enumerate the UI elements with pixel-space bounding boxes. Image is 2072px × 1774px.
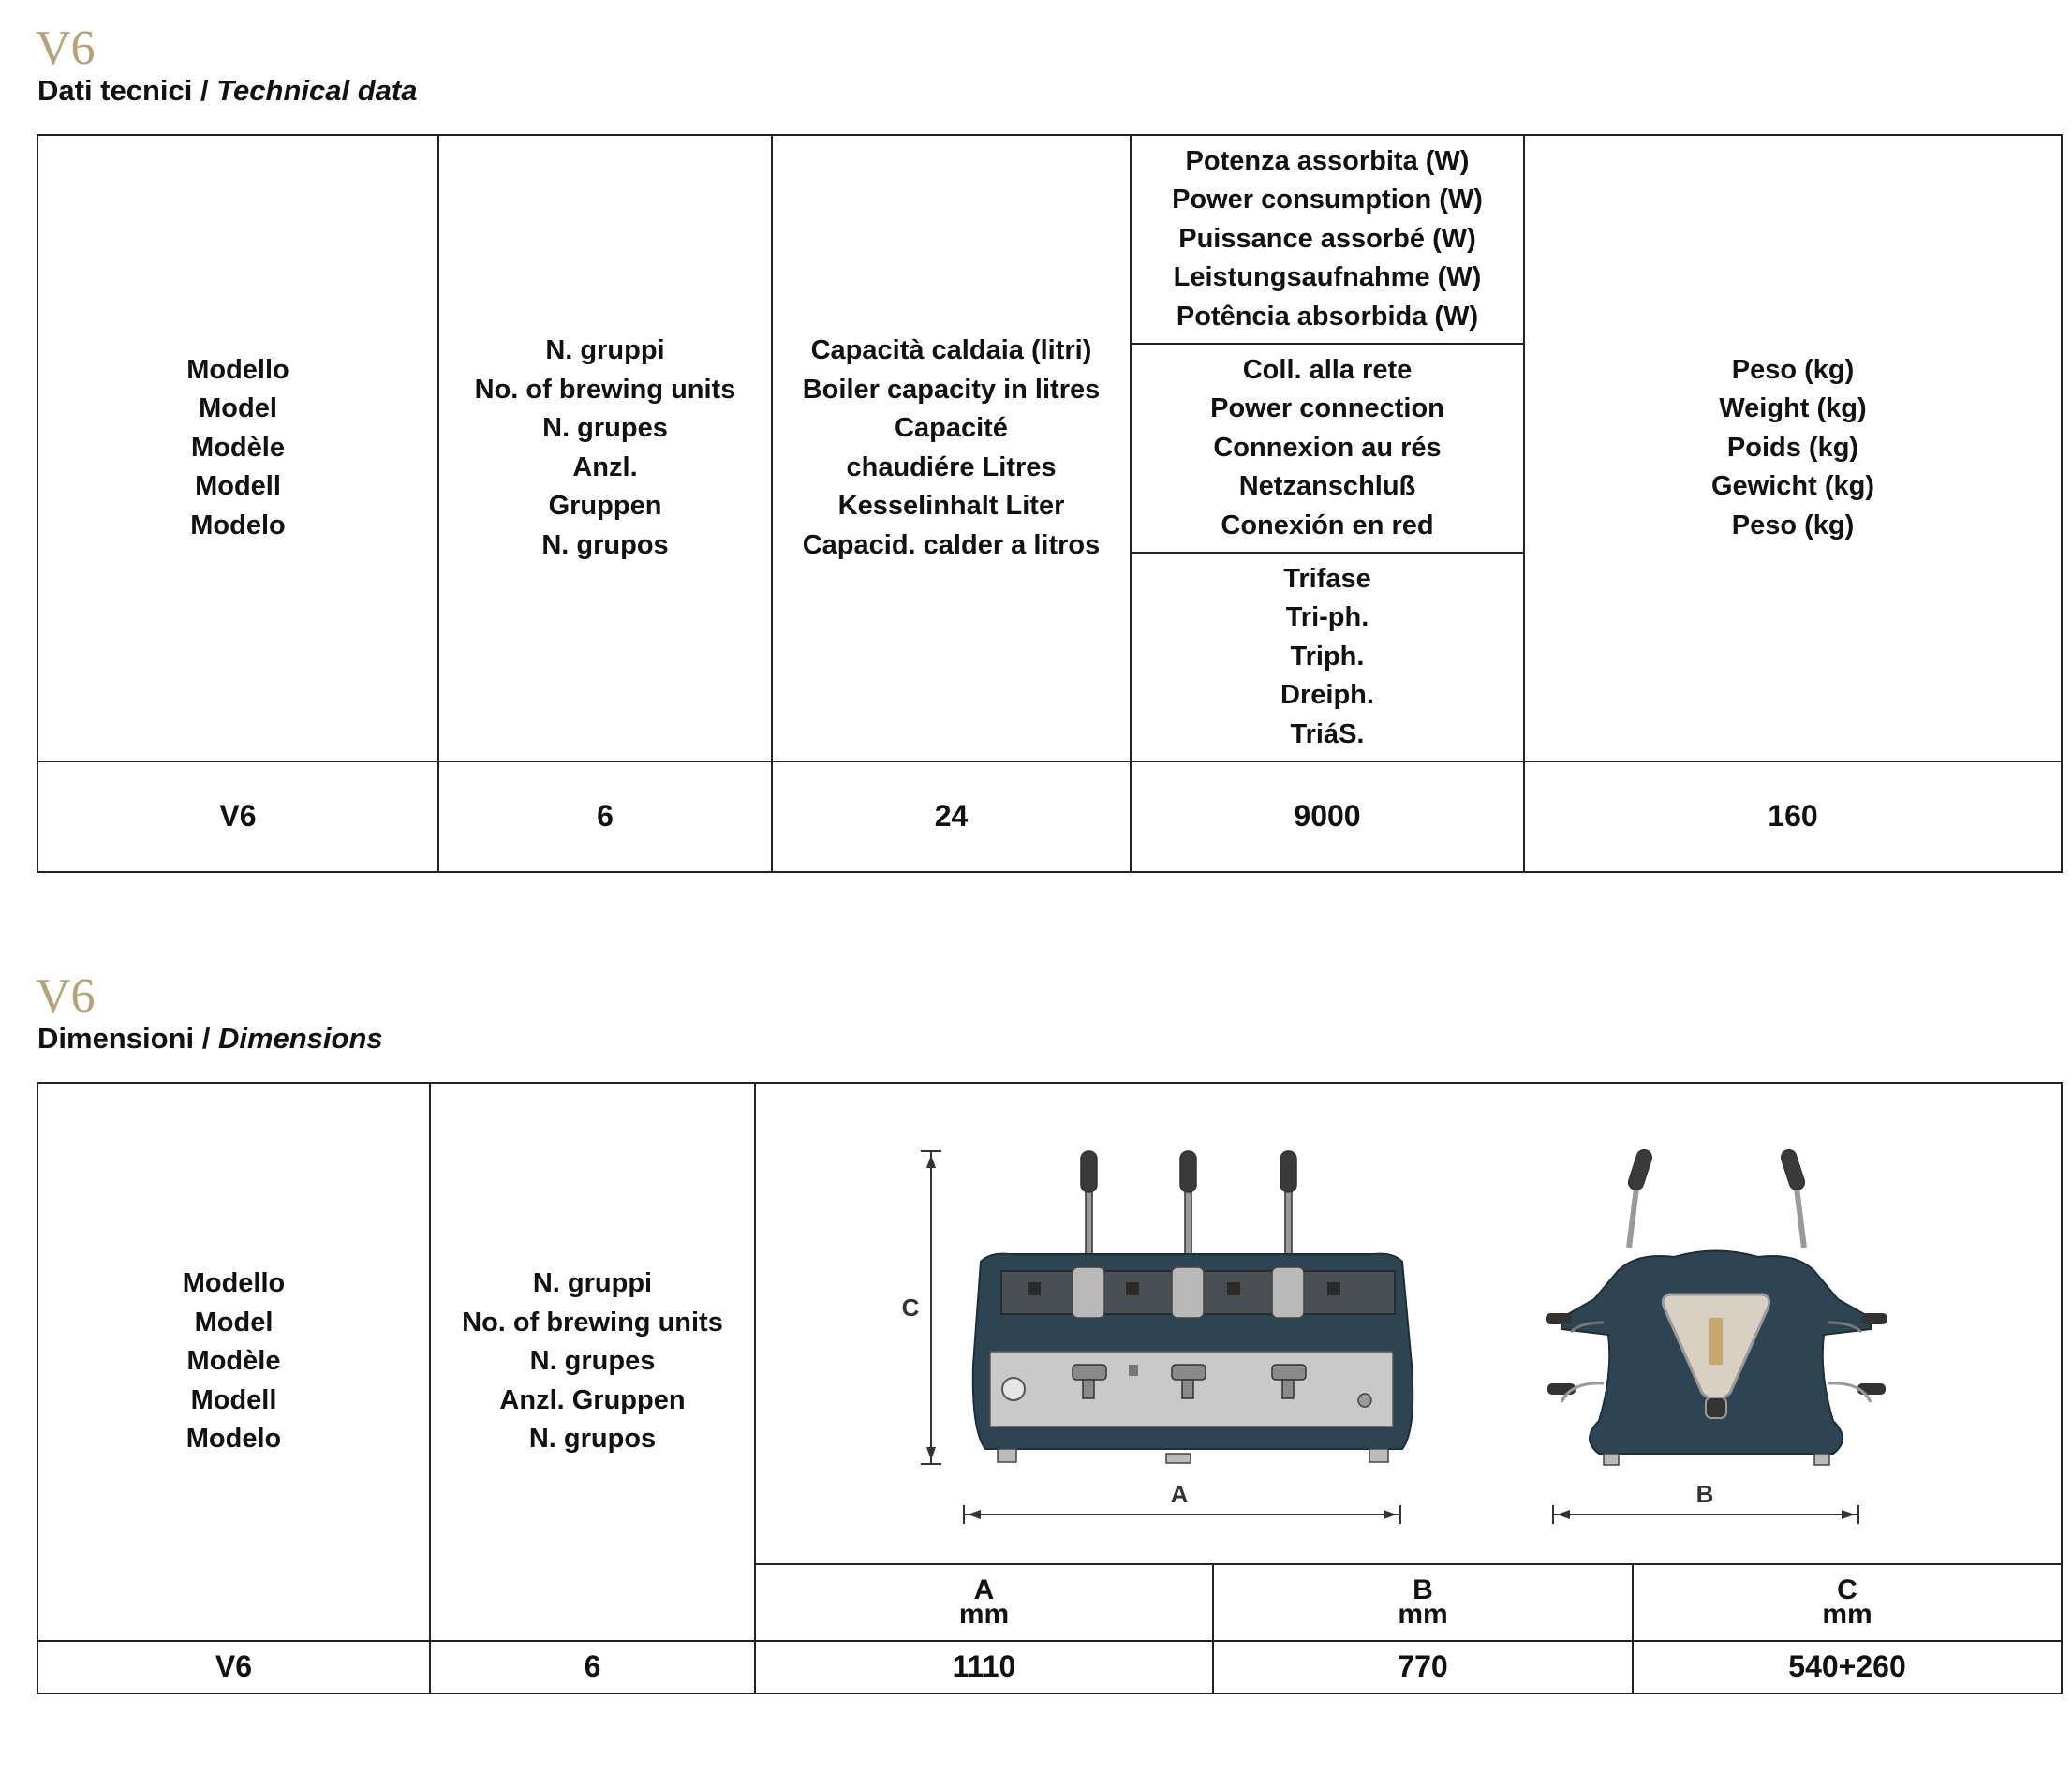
table-row (37, 1641, 2062, 1693)
dimensions-section-title: V6 (36, 969, 96, 1023)
cell-weight: 160 (1524, 761, 2062, 872)
dimensions-subtitle-en: Dimensions (217, 1022, 383, 1055)
header-phase: Trifase Tri-ph. Triph. Dreiph. TriáS. (1131, 553, 1524, 761)
machine-front-view (973, 1151, 1413, 1463)
machine-side-view (1546, 1148, 1887, 1465)
table-row (37, 761, 2062, 872)
dim-cell-b: 770 (1213, 1641, 1633, 1693)
label-c: C (901, 1294, 920, 1322)
technical-subtitle (37, 75, 417, 107)
technical-data-table (37, 134, 2063, 873)
dim-header-b: B mm (1213, 1564, 1633, 1641)
machine-figure-cell (755, 1083, 2062, 1564)
dimensions-table (37, 1082, 2063, 1694)
dimension-c (921, 1151, 941, 1464)
technical-subtitle-it: Dati tecnici (37, 74, 193, 107)
cell-power: 9000 (1131, 761, 1524, 872)
dim-cell-groups: 6 (430, 1641, 755, 1693)
dimensions-subtitle (37, 1023, 383, 1055)
subtitle-separator: / (194, 1022, 218, 1055)
dim-header-a: A mm (755, 1564, 1213, 1641)
technical-section-title: V6 (36, 22, 96, 75)
header-boiler: Capacità caldaia (litri) Boiler capacity in litres Capacité chaudiére Litres Kesselinhalt Liter Capacid. calder a litros (772, 135, 1131, 761)
dimension-b (1553, 1505, 1858, 1524)
dim-cell-a: 1110 (755, 1641, 1213, 1693)
header-connection: Coll. alla rete Power connection Connexion au rés Netzanschluß Conexión en red (1131, 344, 1524, 553)
header-weight: Peso (kg) Weight (kg) Poids (kg) Gewicht (kg) Peso (kg) (1524, 135, 2062, 761)
cell-boiler: 24 (772, 761, 1131, 872)
label-b: B (1695, 1480, 1714, 1508)
dimensions-subtitle-it: Dimensioni (37, 1022, 195, 1055)
header-power: Potenza assorbita (W) Power consumption (W) Puissance assorbé (W) Leistungsaufnahme (W) Potência absorbida (W) (1131, 135, 1524, 344)
header-groups: N. gruppi No. of brewing units N. grupes Anzl. Gruppen N. grupos (438, 135, 772, 761)
subtitle-separator: / (192, 74, 217, 107)
machine-dimensions-drawing (756, 1084, 2062, 1563)
label-a: A (1170, 1480, 1189, 1508)
dim-header-model: Modello Model Modèle Modell Modelo (37, 1083, 430, 1641)
dim-cell-c: 540+260 (1633, 1641, 2062, 1693)
dim-header-c: C mm (1633, 1564, 2062, 1641)
dimension-a (964, 1505, 1400, 1524)
dim-header-groups: N. gruppi No. of brewing units N. grupes Anzl. Gruppen N. grupos (430, 1083, 755, 1641)
dim-cell-model: V6 (37, 1641, 430, 1693)
cell-model: V6 (37, 761, 438, 872)
cell-groups: 6 (438, 761, 772, 872)
technical-subtitle-en: Technical data (216, 74, 418, 107)
header-model: Modello Model Modèle Modell Modelo (37, 135, 438, 761)
